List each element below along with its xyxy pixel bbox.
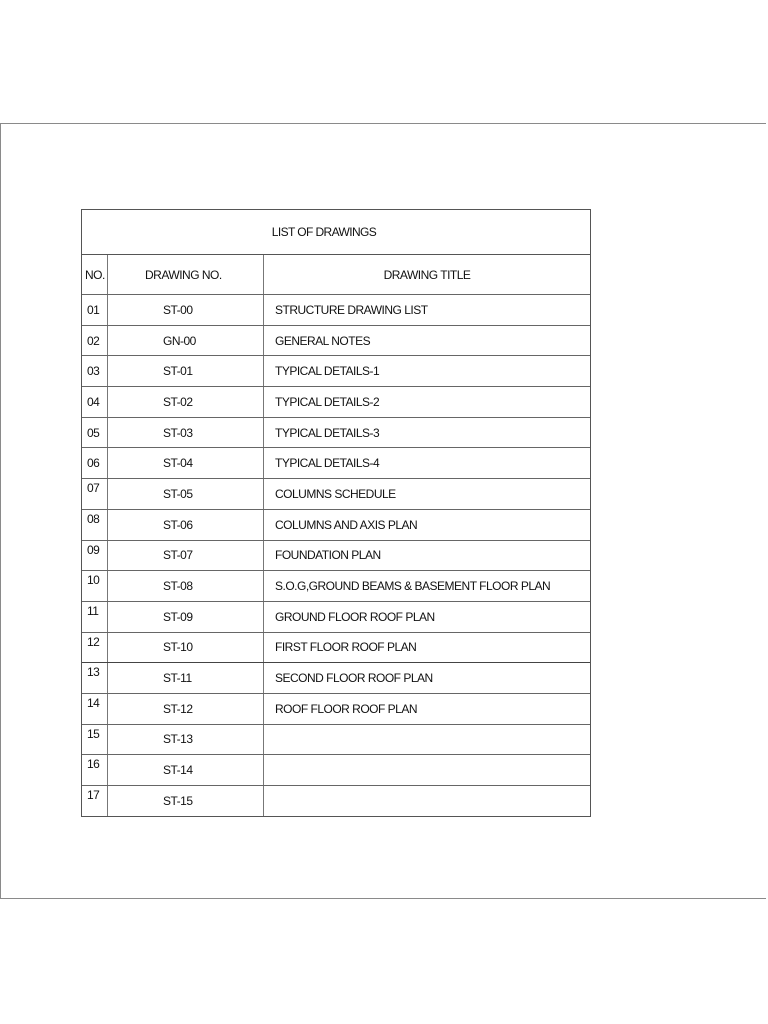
row-drawing-no: ST-10 (108, 633, 264, 663)
table-row (82, 510, 590, 541)
table-row (82, 633, 590, 664)
table-row (82, 602, 590, 633)
row-drawing-no: ST-01 (108, 356, 264, 386)
row-drawing-no: ST-09 (108, 602, 264, 632)
row-drawing-title: GROUND FLOOR ROOF PLAN (275, 609, 435, 624)
table-header-row (82, 255, 590, 295)
row-drawing-title: SECOND FLOOR ROOF PLAN (275, 671, 433, 686)
row-drawing-no: ST-11 (108, 663, 264, 693)
row-number: 09 (82, 541, 108, 571)
row-number: 12 (82, 633, 108, 663)
row-drawing-no: ST-12 (108, 694, 264, 724)
table-row (82, 786, 590, 816)
row-number: 14 (82, 694, 108, 724)
table-row (82, 725, 590, 756)
header-drawing-title: DRAWING TITLE (383, 267, 471, 282)
row-number: 02 (82, 326, 108, 356)
row-drawing-no: ST-07 (108, 541, 264, 571)
row-number: 11 (82, 602, 108, 632)
row-drawing-title (264, 725, 590, 755)
header-drawing-no: DRAWING NO. (108, 255, 264, 294)
row-drawing-no: ST-04 (108, 448, 264, 478)
row-number: 16 (82, 755, 108, 785)
table-row (82, 356, 590, 387)
row-drawing-title: STRUCTURE DRAWING LIST (275, 302, 428, 317)
table-row (82, 418, 590, 449)
row-drawing-no: ST-03 (108, 418, 264, 448)
table-title: LIST OF DRAWINGS (82, 210, 590, 255)
table-row (82, 541, 590, 572)
row-drawing-no: ST-05 (108, 479, 264, 509)
table-body (82, 295, 590, 816)
row-drawing-title: TYPICAL DETAILS-2 (275, 394, 380, 409)
row-number: 04 (82, 387, 108, 417)
row-drawing-no: ST-02 (108, 387, 264, 417)
row-drawing-no: ST-06 (108, 510, 264, 540)
row-drawing-no: ST-08 (108, 571, 264, 601)
row-number: 17 (82, 786, 108, 816)
header-no: NO. (82, 255, 108, 294)
row-number: 06 (82, 448, 108, 478)
row-drawing-title: S.O.G,GROUND BEAMS & BASEMENT FLOOR PLAN (275, 579, 551, 594)
row-number: 01 (82, 295, 108, 325)
row-drawing-title: GENERAL NOTES (275, 333, 371, 348)
row-drawing-title: TYPICAL DETAILS-3 (275, 425, 380, 440)
row-drawing-title: COLUMNS SCHEDULE (275, 486, 396, 501)
table-row (82, 326, 590, 357)
row-drawing-title: FIRST FLOOR ROOF PLAN (275, 640, 417, 655)
drawing-list-table (81, 209, 591, 817)
table-row (82, 755, 590, 786)
table-row (82, 694, 590, 725)
row-number: 13 (82, 663, 108, 693)
table-row (82, 295, 590, 326)
table-row (82, 448, 590, 479)
row-number: 07 (82, 479, 108, 509)
table-row (82, 479, 590, 510)
table-row (82, 663, 590, 694)
row-drawing-no: ST-13 (108, 725, 264, 755)
row-number: 10 (82, 571, 108, 601)
table-row (82, 387, 590, 418)
row-number: 15 (82, 725, 108, 755)
row-number: 05 (82, 418, 108, 448)
row-drawing-no: GN-00 (108, 326, 264, 356)
row-drawing-title (264, 786, 590, 816)
row-drawing-title: ROOF FLOOR ROOF PLAN (275, 701, 418, 716)
row-drawing-title (264, 755, 590, 785)
row-drawing-no: ST-00 (108, 295, 264, 325)
row-number: 08 (82, 510, 108, 540)
row-drawing-title: TYPICAL DETAILS-1 (275, 364, 380, 379)
row-drawing-no: ST-14 (108, 755, 264, 785)
table-row (82, 571, 590, 602)
row-drawing-title: TYPICAL DETAILS-4 (275, 456, 380, 471)
row-drawing-title: FOUNDATION PLAN (275, 548, 381, 563)
row-number: 03 (82, 356, 108, 386)
row-drawing-title: COLUMNS AND AXIS PLAN (275, 517, 418, 532)
row-drawing-no: ST-15 (108, 786, 264, 816)
